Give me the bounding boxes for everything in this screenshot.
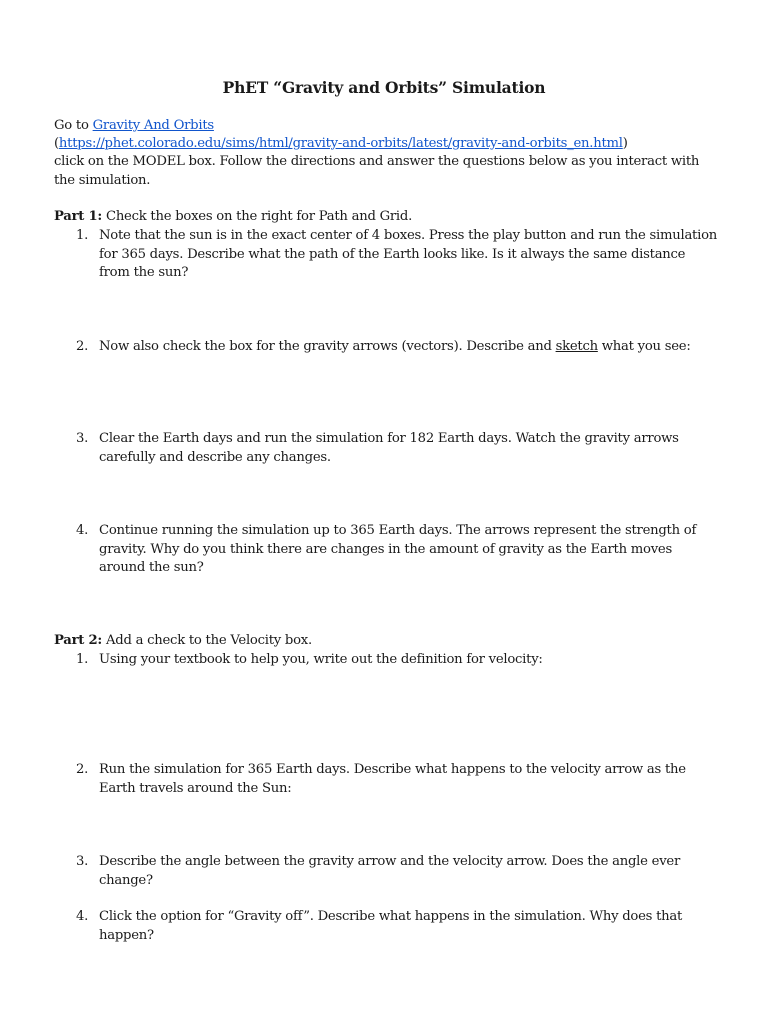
url-paren-close: ): [622, 136, 628, 151]
part1-header: [54, 208, 412, 227]
page-title: PhET “Gravity and Orbits” Simulation: [222, 78, 546, 97]
url-paren-open: (: [54, 136, 59, 151]
part2-q1-text: Using your textbook to help you, write out the definition for velocity:: [99, 652, 543, 667]
part1-q4-number: 4.: [76, 523, 89, 538]
part1-q1-text: Note that the sun is in the exact center of 4 boxes. Press the play button and run the simulation for 365 days. Describe what the path of the Earth looks like. Is it always the same distance from the sun?: [99, 228, 718, 280]
part1-heading: Part 1:: [54, 209, 103, 224]
part2-q3-text: Describe the angle between the gravity arrow and the velocity arrow. Does the angle ever change?: [99, 854, 681, 888]
part2-header: [54, 632, 312, 651]
part2-q2-text: Run the simulation for 365 Earth days. Describe what happens to the velocity arrow as the Earth travels around the Sun:: [99, 762, 686, 796]
simulation-url-link[interactable]: https://phet.colorado.edu/sims/html/gravity-and-orbits/latest/gravity-and-orbits_en.html: [58, 136, 623, 151]
part1-q2-text-after: what you see:: [597, 339, 691, 354]
part2-q2-number: 2.: [76, 762, 89, 777]
part1-q2-number: 2.: [76, 339, 89, 354]
part2-instruction: Add a check to the Velocity box.: [102, 633, 312, 648]
part2-q4-number: 4.: [76, 909, 89, 924]
part1-q3-number: 3.: [76, 431, 89, 446]
part2-heading: Part 2:: [54, 633, 103, 648]
part1-instruction: Check the boxes on the right for Path and Grid.: [102, 209, 413, 224]
part1-q4-text: Continue running the simulation up to 365 Earth days. The arrows represent the strength of gravity. Why do you think there are changes in the amount of gravity as the Earth moves around the sun?: [99, 523, 697, 575]
go-to-label: Go to: [54, 118, 93, 133]
intro-directions: click on the MODEL box. Follow the directions and answer the questions below as you interact with the simulation.: [54, 154, 700, 188]
intro-url-line: [54, 135, 628, 154]
part1-q3-text: Clear the Earth days and run the simulation for 182 Earth days. Watch the gravity arrows carefully and describe any changes.: [99, 431, 679, 465]
part2-q1-number: 1.: [76, 652, 89, 667]
part2-q3-number: 3.: [76, 854, 89, 869]
part2-q4-text: Click the option for “Gravity off”. Describe what happens in the simulation. Why does that happen?: [99, 909, 683, 943]
gravity-and-orbits-link[interactable]: Gravity And Orbits: [92, 118, 214, 133]
part1-q2-text: [99, 338, 719, 357]
intro-go-to-line: [54, 117, 214, 136]
part1-q2-text-before: Now also check the box for the gravity arrows (vectors). Describe and: [99, 339, 556, 354]
part1-q2-underlined-word: sketch: [555, 339, 598, 354]
part1-q1-number: 1.: [76, 228, 89, 243]
